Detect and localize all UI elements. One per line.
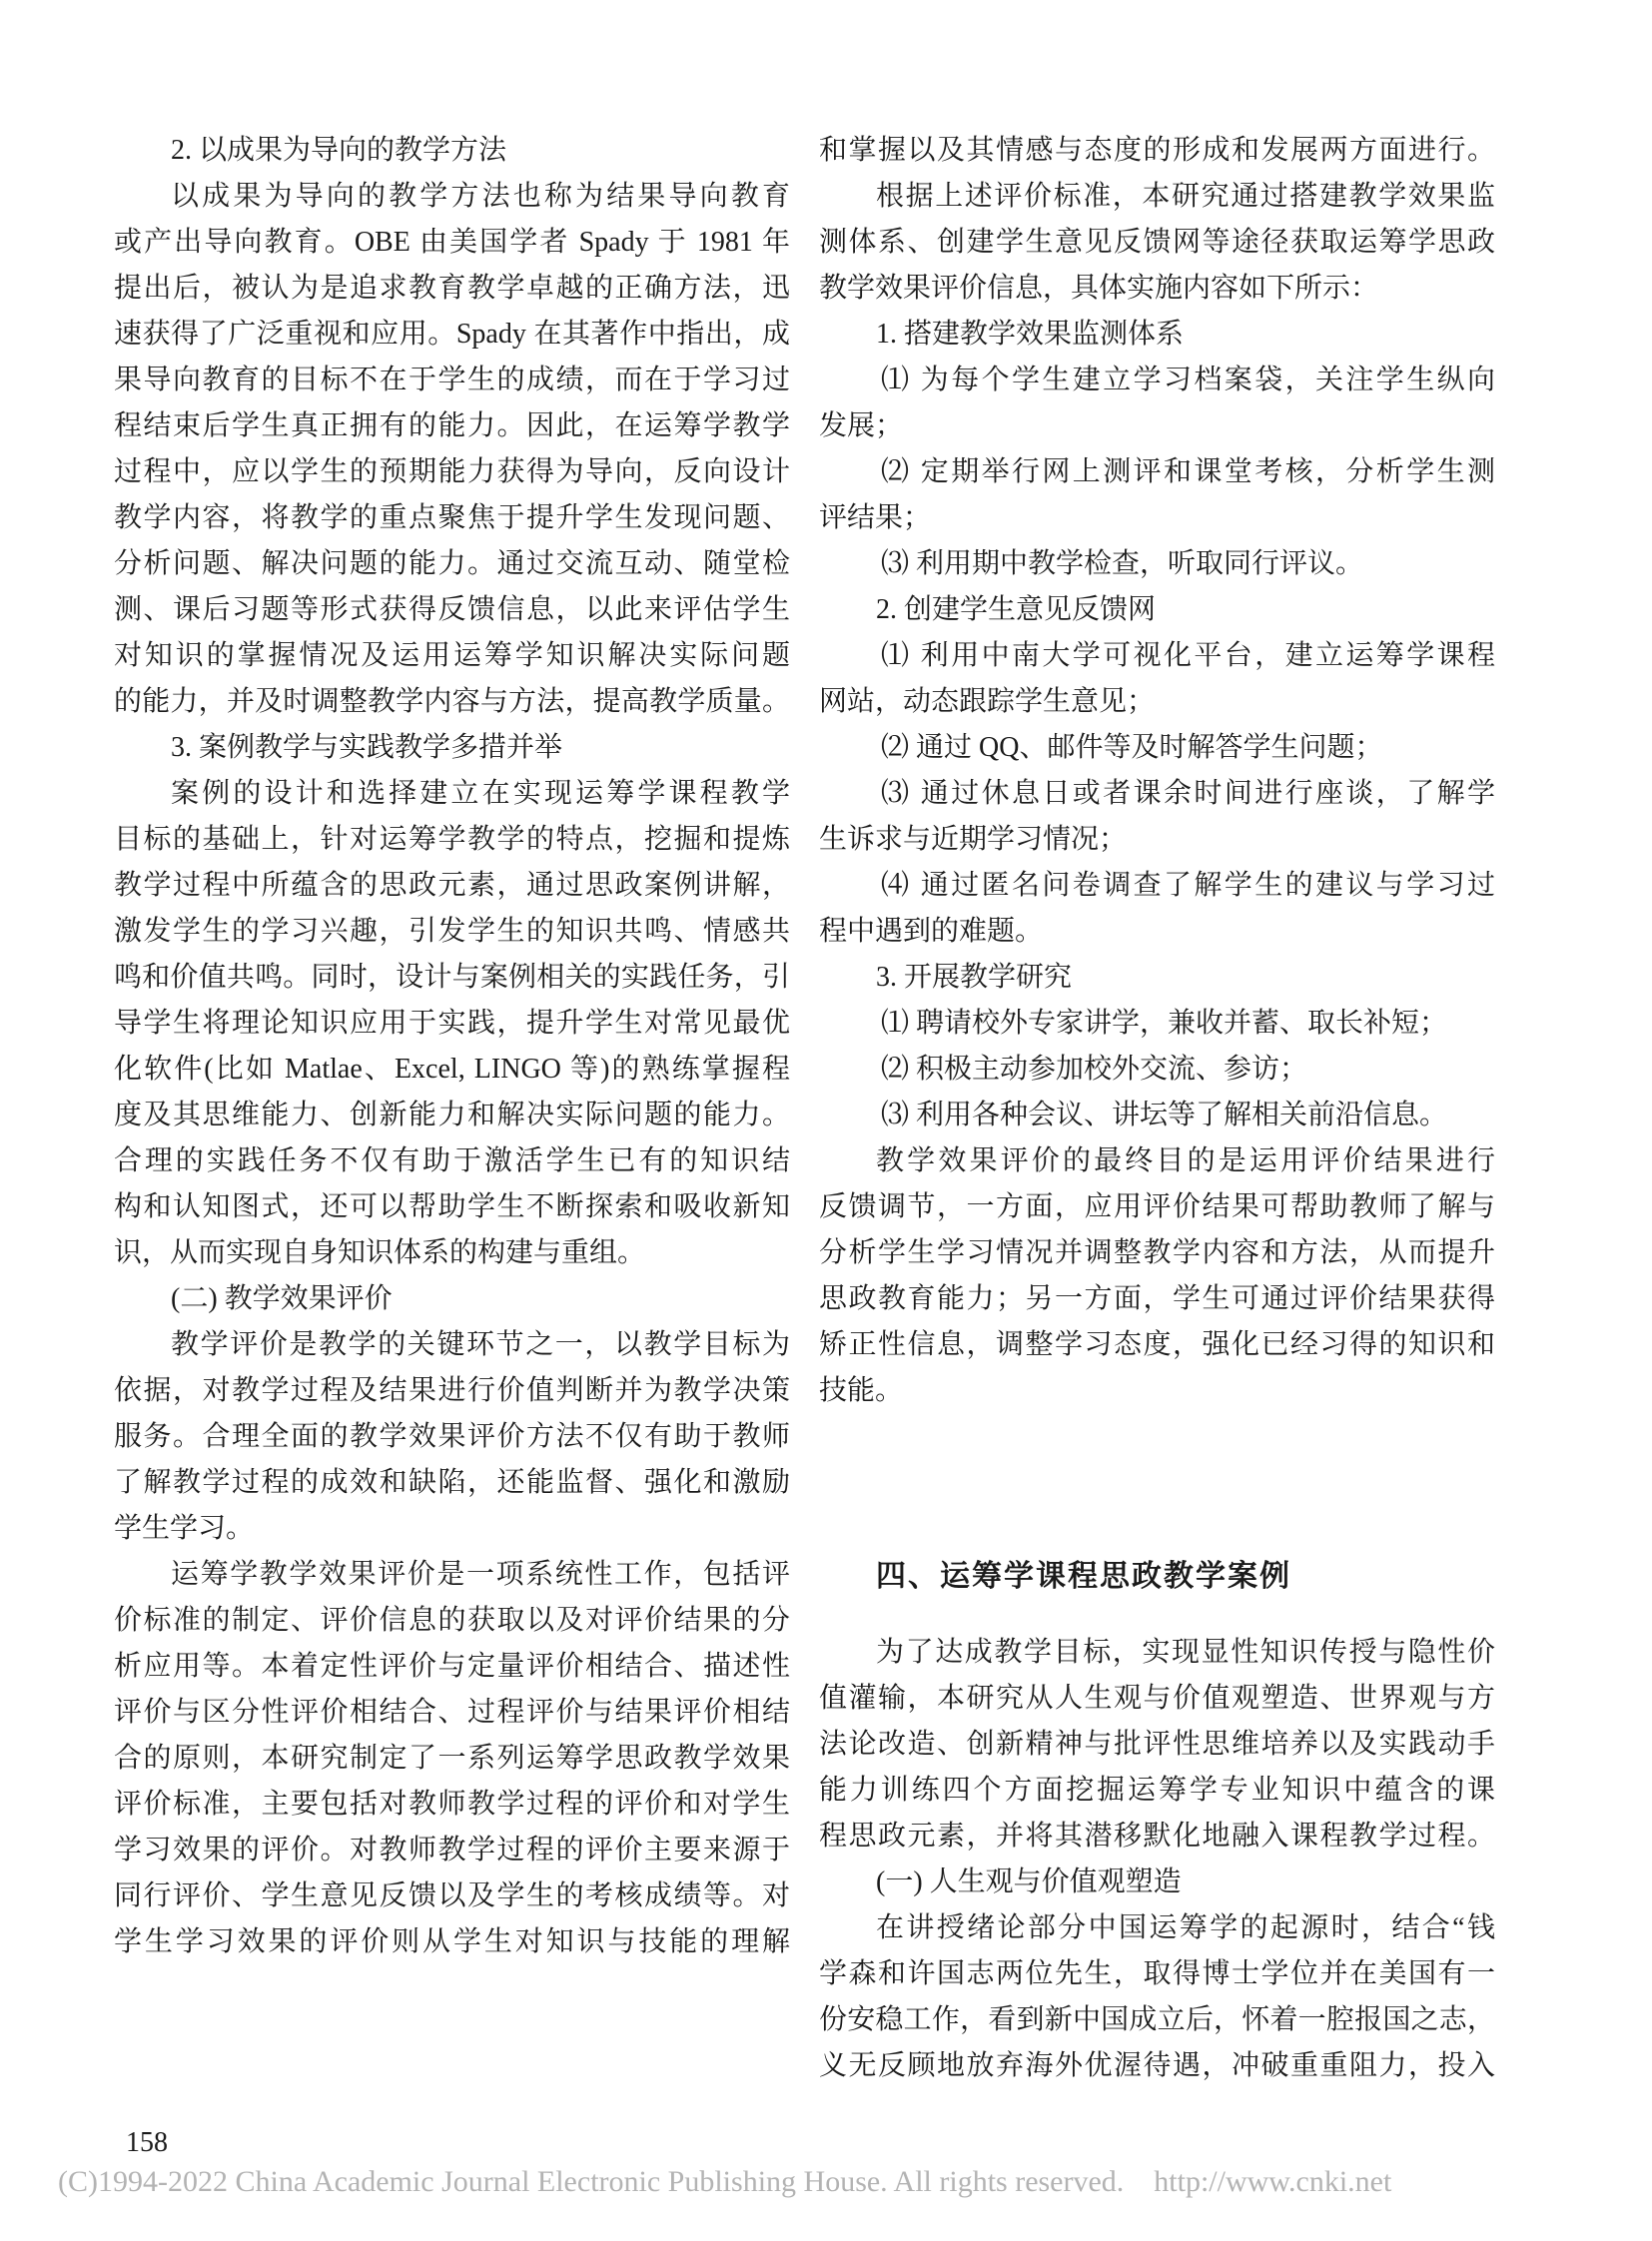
text-line: 同行评价、学生意见反馈以及学生的考核成绩等。对 <box>114 1880 790 1911</box>
text-line: 评价标准，主要包括对教师教学过程的评价和对学生 <box>114 1789 790 1820</box>
text-line: 化软件(比如 Matlae、Excel, LINGO 等)的熟练掌握程 <box>114 1054 790 1085</box>
text-line: 激发学生的学习兴趣，引发学生的知识共鸣、情感共 <box>114 916 790 947</box>
text-line: 法论改造、创新精神与批评性思维培养以及实践动手 <box>819 1729 1495 1760</box>
text-line: 了解教学过程的成效和缺陷，还能监督、强化和激励 <box>114 1467 790 1498</box>
text-line: 学生学习。 <box>114 1513 255 1544</box>
text-line: 以成果为导向的教学方法也称为结果导向教育 <box>171 181 790 212</box>
text-line: 识，从而实现自身知识体系的构建与重组。 <box>114 1237 646 1268</box>
section-heading: 四、运筹学课程思政教学案例 <box>876 1560 1291 1593</box>
text-line: ⑴ 利用中南大学可视化平台，建立运筹学课程 <box>881 640 1495 671</box>
text-line: 测、课后习题等形式获得反馈信息，以此来评估学生 <box>114 594 790 625</box>
text-line: 学森和许国志两位先生，取得博士学位并在美国有一 <box>819 1958 1495 1989</box>
text-line: 份安稳工作，看到新中国成立后，怀着一腔报国之志， <box>819 2004 1495 2035</box>
text-line: ⑶ 通过休息日或者课余时间进行座谈，了解学 <box>881 778 1495 809</box>
left-column <box>114 128 790 1965</box>
copyright-notice: (C)1994-2022 China Academic Journal Electronic Publishing House. All rights reserved. http://www.cnki.net <box>58 2165 1392 2198</box>
text-line: 服务。合理全面的教学效果评价方法不仅有助于教师 <box>114 1421 790 1452</box>
text-line: 发展； <box>819 410 904 441</box>
text-line: 或产出导向教育。OBE 由美国学者 Spady 于 1981 年 <box>114 227 790 258</box>
text-line: 学习效果的评价。对教师教学过程的评价主要来源于 <box>114 1835 790 1866</box>
text-line: (一) 人生观与价值观塑造 <box>876 1867 1182 1897</box>
text-line: 目标的基础上，针对运筹学教学的特点，挖掘和提炼 <box>114 824 790 855</box>
text-line: 鸣和价值共鸣。同时，设计与案例相关的实践任务，引 <box>114 962 790 993</box>
text-line: 值灌输，本研究从人生观与价值观塑造、世界观与方 <box>819 1683 1495 1714</box>
text-line: 3. 案例教学与实践教学多措并举 <box>171 732 563 763</box>
text-line: 导学生将理论知识应用于实践，提升学生对常见最优 <box>114 1008 790 1039</box>
text-line: 教学评价是教学的关键环节之一，以教学目标为 <box>171 1329 790 1360</box>
text-line: 技能。 <box>819 1375 904 1406</box>
right-column <box>819 128 1495 2089</box>
text-line: 对知识的掌握情况及运用运筹学知识解决实际问题 <box>114 640 790 671</box>
text-line: 程思政元素，并将其潜移默化地融入课程教学过程。 <box>819 1821 1495 1852</box>
text-line: 构和认知图式，还可以帮助学生不断探索和吸收新知 <box>114 1191 790 1222</box>
text-line: ⑴ 聘请校外专家讲学，兼收并蓄、取长补短； <box>881 1008 1448 1039</box>
text-line: 为了达成教学目标，实现显性知识传授与隐性价 <box>876 1637 1495 1668</box>
text-line: 学生学习效果的评价则从学生对知识与技能的理解 <box>114 1926 790 1957</box>
text-line: ⑵ 积极主动参加校外交流、参访； <box>881 1054 1308 1085</box>
text-line: ⑶ 利用各种会议、讲坛等了解相关前沿信息。 <box>881 1100 1448 1130</box>
text-line: 教学效果评价信息，具体实施内容如下所示： <box>819 273 1379 304</box>
text-line: 在讲授绪论部分中国运筹学的起源时，结合“钱 <box>876 1912 1495 1943</box>
text-line: 合理的实践任务不仅有助于激活学生已有的知识结 <box>114 1145 790 1176</box>
text-line: 程结束后学生真正拥有的能力。因此，在运筹学教学 <box>114 410 790 441</box>
text-line: 测体系、创建学生意见反馈网等途径获取运筹学思政 <box>819 227 1495 258</box>
text-line: ⑶ 利用期中教学检查，听取同行评议。 <box>881 548 1364 579</box>
text-line: 价标准的制定、评价信息的获取以及对评价结果的分 <box>114 1605 790 1636</box>
text-line: 的能力，并及时调整教学内容与方法，提高教学质量。 <box>114 686 790 717</box>
text-line: 程中遇到的难题。 <box>819 916 1044 947</box>
text-line: 能力训练四个方面挖掘运筹学专业知识中蕴含的课 <box>819 1775 1495 1806</box>
text-line: 果导向教育的目标不在于学生的成绩，而在于学习过 <box>114 365 790 395</box>
text-line: (二) 教学效果评价 <box>171 1283 393 1314</box>
text-line: 2. 创建学生意见反馈网 <box>876 594 1157 625</box>
text-line: 和掌握以及其情感与态度的形成和发展两方面进行。 <box>819 135 1495 166</box>
text-line: 案例的设计和选择建立在实现运筹学课程教学 <box>171 778 790 809</box>
text-line: 教学内容，将教学的重点聚焦于提升学生发现问题、 <box>114 502 790 533</box>
text-line: 度及其思维能力、创新能力和解决实际问题的能力。 <box>114 1100 790 1130</box>
text-line: 矫正性信息，调整学习态度，强化已经习得的知识和 <box>819 1329 1495 1360</box>
text-line: 评价与区分性评价相结合、过程评价与结果评价相结 <box>114 1697 790 1728</box>
text-line: 网站，动态跟踪学生意见； <box>819 686 1156 717</box>
text-line: 依据，对教学过程及结果进行价值判断并为教学决策 <box>114 1375 790 1406</box>
text-line: 合的原则，本研究制定了一系列运筹学思政教学效果 <box>114 1743 790 1774</box>
page-number: 158 <box>126 2127 168 2158</box>
text-line: 分析学生学习情况并调整教学内容和方法，从而提升 <box>819 1237 1495 1268</box>
text-line: ⑵ 定期举行网上测评和课堂考核，分析学生测 <box>881 456 1495 487</box>
text-line: 评结果； <box>819 502 932 533</box>
text-line: 1. 搭建教学效果监测体系 <box>876 319 1185 350</box>
text-line: 义无反顾地放弃海外优渥待遇，冲破重重阻力，投入 <box>819 2050 1495 2081</box>
text-line: 教学效果评价的最终目的是运用评价结果进行 <box>876 1145 1495 1176</box>
text-line: 反馈调节，一方面，应用评价结果可帮助教师了解与 <box>819 1191 1495 1222</box>
text-line: 速获得了广泛重视和应用。Spady 在其著作中指出，成 <box>114 319 790 350</box>
text-line: 3. 开展教学研究 <box>876 962 1073 993</box>
text-line: ⑴ 为每个学生建立学习档案袋，关注学生纵向 <box>881 365 1495 395</box>
text-line: ⑷ 通过匿名问卷调查了解学生的建议与学习过 <box>881 870 1495 901</box>
text-line: 根据上述评价标准，本研究通过搭建教学效果监 <box>876 181 1495 212</box>
text-line: 分析问题、解决问题的能力。通过交流互动、随堂检 <box>114 548 790 579</box>
text-line: 析应用等。本着定性评价与定量评价相结合、描述性 <box>114 1651 790 1682</box>
text-line: 生诉求与近期学习情况； <box>819 824 1128 855</box>
text-line: 教学过程中所蕴含的思政元素，通过思政案例讲解， <box>114 870 790 901</box>
text-line: 2. 以成果为导向的教学方法 <box>171 135 507 166</box>
text-line: 过程中，应以学生的预期能力获得为导向，反向设计 <box>114 456 790 487</box>
text-line: 提出后，被认为是追求教育教学卓越的正确方法，迅 <box>114 273 790 304</box>
text-line: ⑵ 通过 QQ、邮件等及时解答学生问题； <box>881 732 1383 763</box>
text-line: 思政教育能力；另一方面，学生可通过评价结果获得 <box>819 1283 1495 1314</box>
text-line: 运筹学教学效果评价是一项系统性工作，包括评 <box>171 1559 790 1590</box>
